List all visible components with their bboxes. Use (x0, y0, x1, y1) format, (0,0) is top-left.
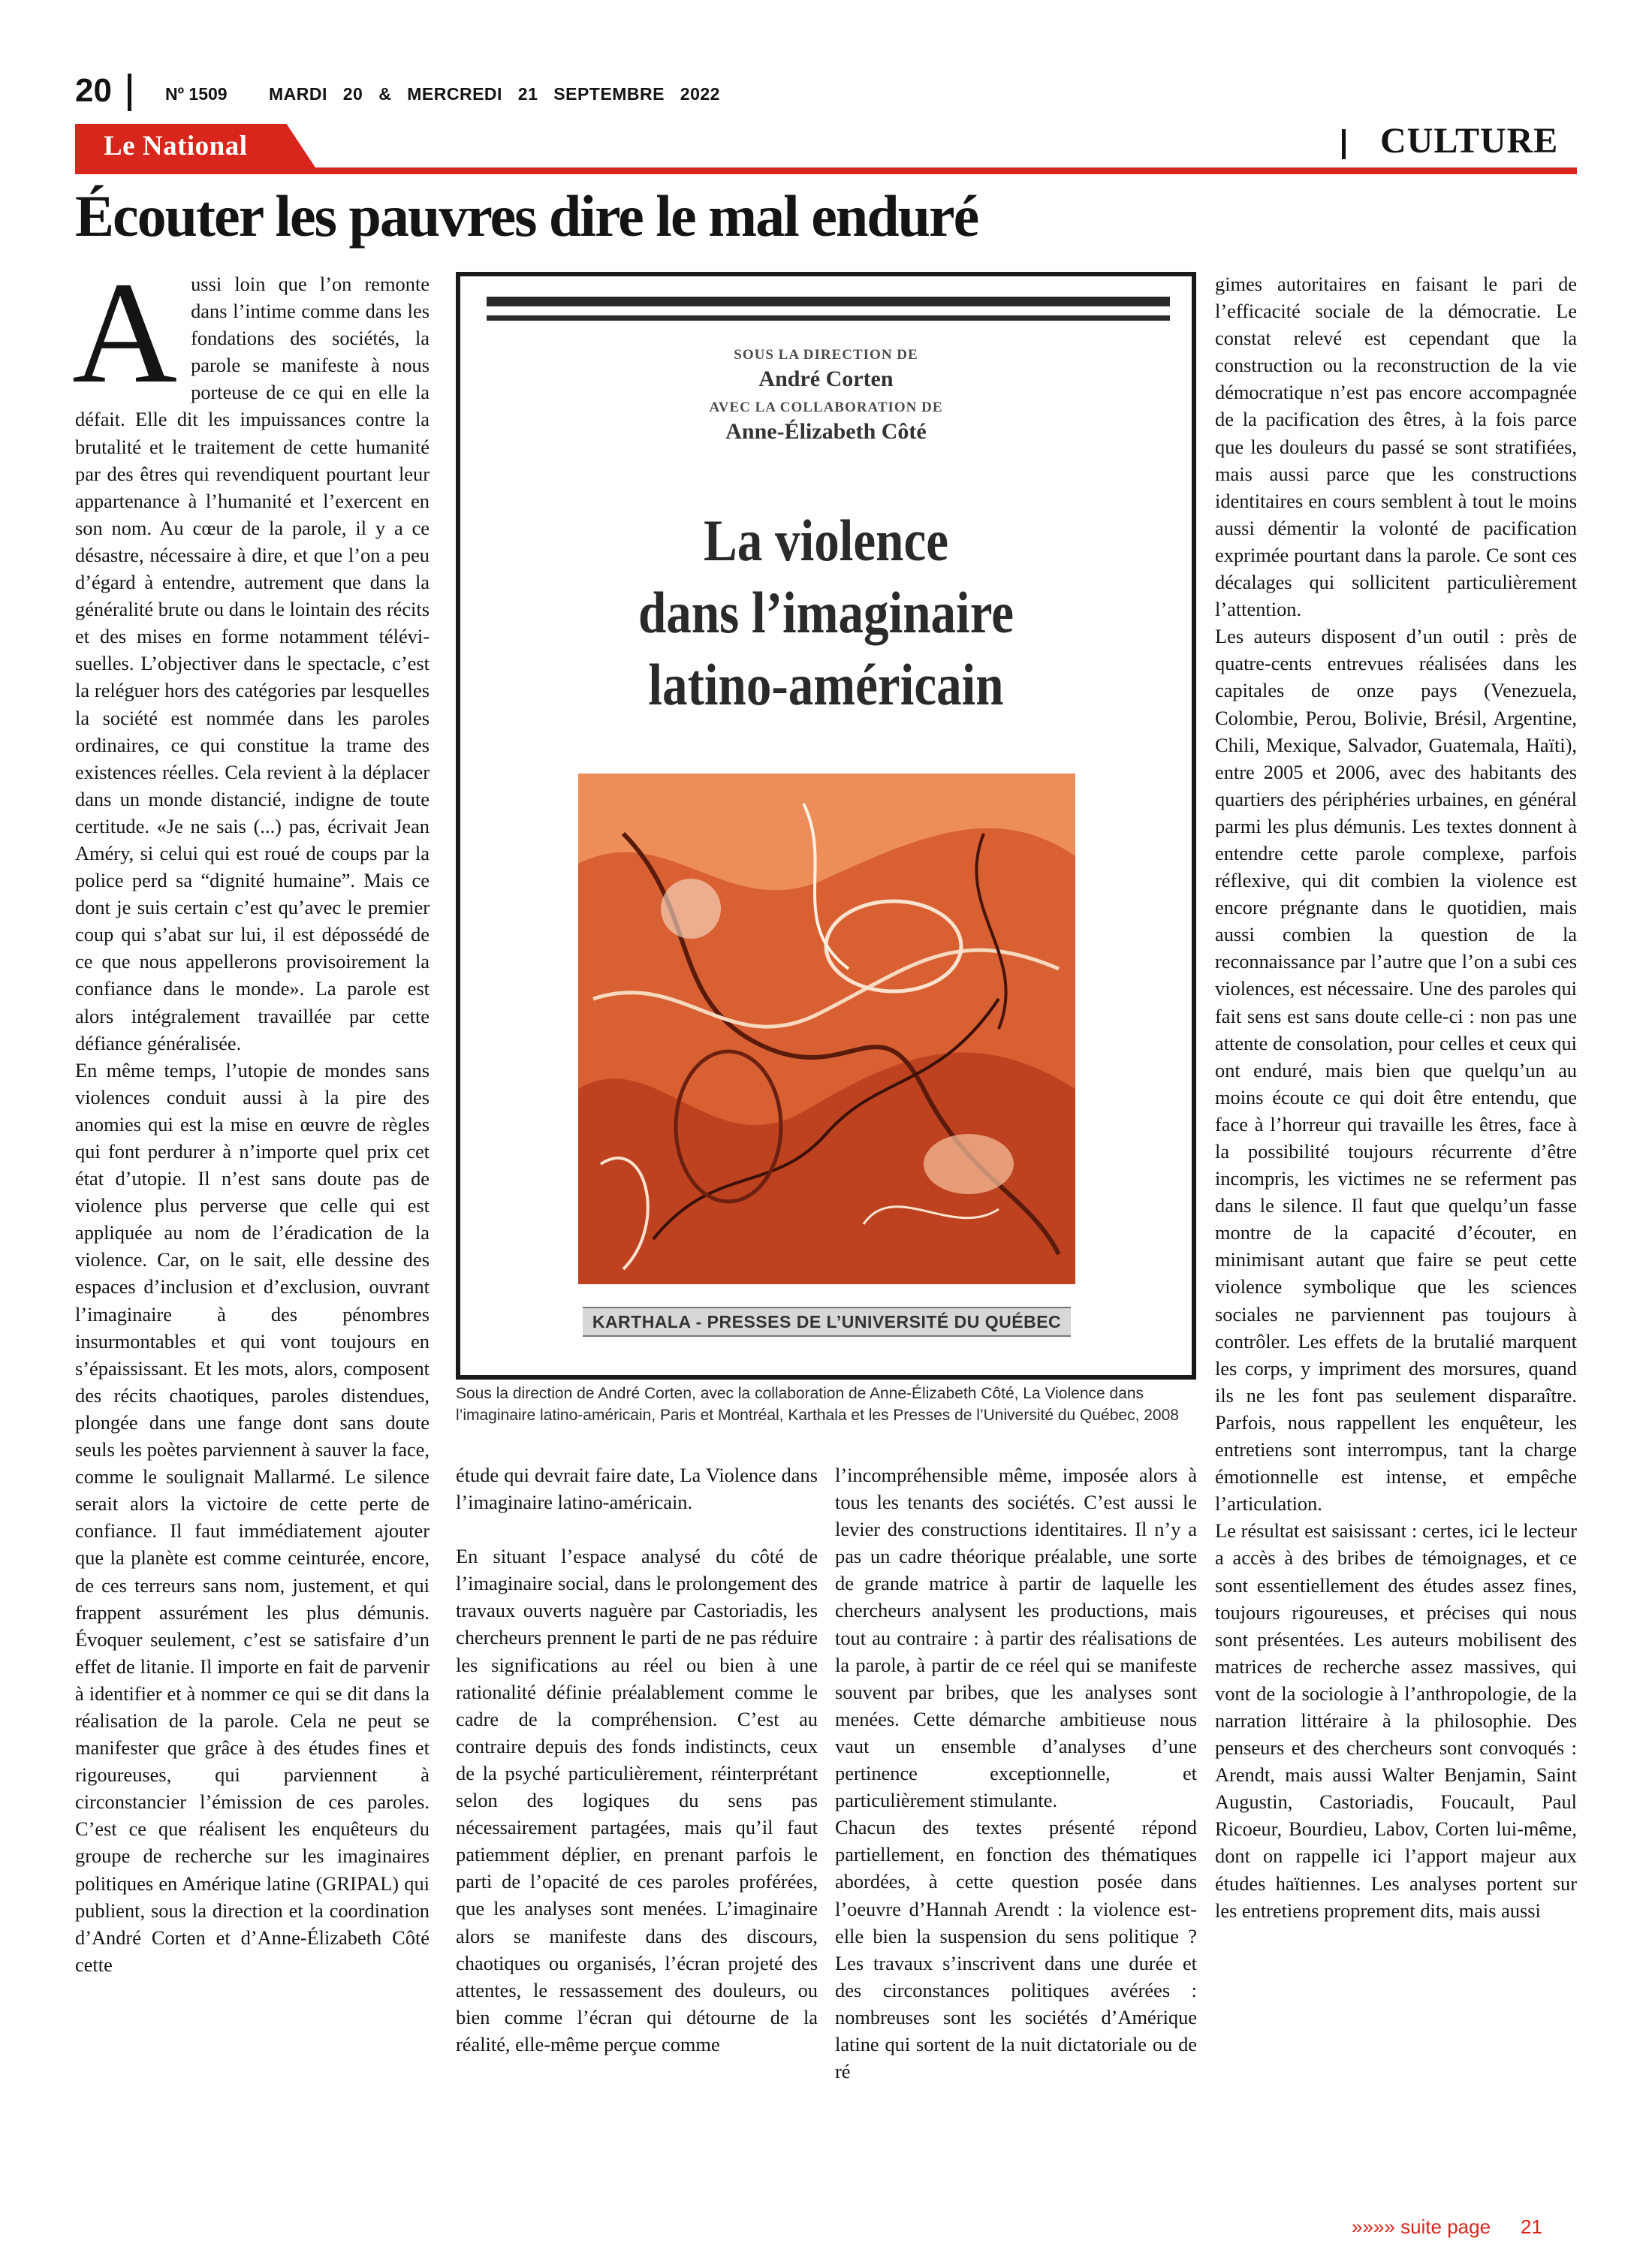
paragraph: En situant l’espace analysé du côté de l’imaginaire social, dans le prolongement des travaux ouverts naguère par Castoriadis, les chercheurs prennent le parti de ne pas réduire les significations au réel ou bien à une rationalité définie préalablement comme le cadre de la compréhension. C’est au contraire depuis des fonds indistincts, ceux de la psyché particulièrement, réinterprétant selon des logiques du sens pas nécessairement partagées, mais qu’il faut patiemment déplier, en prenant parfois le parti de l’opacité de ces paroles proférées, que les analyses sont menées. L’imaginaire alors se manifeste dans des discours, chaotiques ou organisés, l’écran projeté des attentes, le ressassement des douleurs, ou bien comme l’écran qui détourne de la réalité, elle-même perçue comme (456, 1545, 818, 2055)
continued-page-number: 21 (1521, 2215, 1542, 2238)
article-column-4 (1215, 270, 1577, 1924)
continued-on-page (1352, 2215, 1542, 2239)
abstract-painting-icon (578, 774, 1075, 1284)
cover-collab-label: AVEC LA COLLABORATION DE (709, 400, 943, 415)
cover-title-line: La violence (703, 508, 949, 573)
paragraph: En même temps, l’utopie de mondes sans violences conduit aussi à la pire des anomies qui est la mise en œuvre de règles qui font perdurer à n’importe quel prix cet état d’utopie. Il n’est sans doute pas de violence plus perverse que celle qui est appliquée au nom de l’éradication de la violence. Car, on le sait, elle dessine des espaces d’inclusion et d’exclusion, ouvrant l’imaginaire à des pénombres insurmontables et qui vont toujours en s’épaississant. Et les mots, alors, composent des récits chaotiques, paroles distendues, plongée dans une fange dont sans doute seuls les poètes parviennent à sauver la face, comme le soulignait Mallarmé. Le silence serait alors la victoire de cette perte de confiance. Il faut immédiatement ajouter que la planète est comme ceinturée, encore, de ces terreurs sans nom, justement, et qui frappent assurément les plus démunis. Évoquer seulement, c’est se satisfaire d’un effet de litanie. Il importe en fait de parvenir à identifier et à nommer ce qui se dit dans la réalisation de la parole. Cela ne peut se manifester que grâce à des études fines et rigoureuses, qui parviennent à circonstancier l’émission de ces paroles. C’est ce que réalisent les enquêteurs du groupe de recherche sur les imaginaires politiques en Amérique latine (GRIPAL) qui publient, sous la direction et la coordination d’André Corten et d’Anne-Élizabeth Côté cette (75, 1058, 430, 1976)
cover-editor: André Corten (758, 366, 894, 391)
issue-number: Nº 1509 (165, 84, 228, 104)
header-divider (128, 74, 131, 111)
cover-direction-label: SOUS LA DIRECTION DE (734, 347, 918, 363)
issue-date: MARDI 20 & MERCREDI 21 SEPTEMBRE 2022 (269, 84, 720, 104)
article-column-2 (456, 1461, 818, 2058)
cover-collaborator: Anne-Élizabeth Côté (725, 419, 927, 444)
article-column-1 (72, 252, 430, 1978)
paragraph: Les auteurs disposent d’un outil : près de quatre-cents entrevues réalisées dans les capitales de onze pays (Venezuela, Colombie, Perou, Bolivie, Brésil, Argentine, Chili, Mexique, Salvador, Guatemala, Haïti), entre 2005 et 2006, avec des habitants des quartiers des périphéries urbaines, en général parmi les plus démunis. Les textes donnent à entendre cette parole complexe, parfois réflexive, qui dit combien la violence est encore prégnante dans le quotidien, mais aussi combien la question de la reconnaissance par l’autre que l’on a subi ces violences, est nécessaire. Une des paroles qui fait sens est sans doute celle-ci : non pas une attente de consolation, pour celles et ceux qui ont enduré, mais bien que quelqu’un au moins écoute ce qui doit être entendu, que face à l’horreur qui travaille les êtres, face à la possibilité toujours récurrente d’être incompris, les victimes ne se referment pas dans le silence. Il faut que quelqu’un fasse montre de la capacité d’écouter, en minimisant autant que faire se peut cette violence symbolique que les sciences sociales ne parviennent pas toujours à contrôler. Les effets de la brutalié marquent les corps, y impriment des morsures, quand ils ne les font pas seulement disparaître. Parfois, nous rappellent les enquêteur, les entretiens sont interrompus, tant la charge émotionnelle est intense, et empêche l’articulation. (1215, 625, 1577, 1516)
paragraph (72, 252, 430, 1057)
cover-publisher: KARTHALA - PRESSES DE L’UNIVERSITÉ DU QUÉBEC (592, 1312, 1062, 1332)
brand-name: Le National (104, 131, 248, 161)
paragraph: Chacun des textes présenté répond partiellement, en fonction des thématiques abordées, à cette question posée dans l’oeuvre d’Hannah Arendt : la violence est-elle bien la suspension du sens politique ? Les travaux s’inscrivent dans une durée et des circonstances politiques avérées : nombreuses sont les sociétés d’Amérique latine qui sortent de la nuit dictatoriale ou de ré (835, 1816, 1197, 2083)
rubric-divider (1342, 129, 1346, 159)
paragraph-text: ussi loin que l’on remonte dans l’intime comme dans les fondations des sociétés, la parole se manifeste à nous porteuse de ce qui en elle la défait. Elle dit les impuissances contre la brutalité et le traitement de cette humanité par des êtres qui revendiquent pourtant leur appartenance à l’humanité et l’exercent en son nom. Au cœur de la parole, il y a ce désastre, nécessaire à dire, et que l’on a peu d’égard à entendre, autrement que dans la généralité brute ou dans le lointain des récits et des mises en forme notamment télévisuelles. L’objectiver dans le spectacle, c’est la reléguer hors des catégories par lesquelles la société est nommée dans les paroles ordinaires, ce qui constitue la trame des existences réelles. Cela revient à la déplacer dans un monde distancié, indigne de toute certitude. «Je ne sais (...) pas, écrivait Jean Améry, si celui qui est roué de coups par la police perd sa “dignité humaine”. Mais ce dont je suis certain c’est qu’avec le premier coup qui s’abat sur lui, il est dépossédé de ce que nous appellerons provisoirement la confiance dans le monde». La parole est alors intégralement travaillée par cette défiance généralisée. (75, 273, 430, 1054)
continued-label: »»»» suite page (1352, 2215, 1491, 2238)
cover-title-line: dans l’imaginaire (638, 580, 1014, 645)
article-column-3 (835, 1461, 1197, 2085)
cover-rule-thin (487, 315, 1170, 321)
paragraph: l’incompréhensible même, imposée alors à tous les tenants des sociétés. C’est aussi le levier des constructions identitaires. Il n’y a pas un cadre théorique préalable, une sorte de grande matrice à partir de laquelle les chercheurs analysent les productions, mais tout au contraire : à partir des réalisations de la parole, à partir de ce réel qui se manifeste souvent par bribes, que les analyses sont menées. Cette démarche ambitieuse nous vaut un ensemble d’analyses d’une pertinence exceptionnelle, et particulièrement stimulante. (835, 1464, 1197, 1812)
section-rubric: CULTURE (1380, 121, 1559, 161)
cover-rule-thick (487, 297, 1170, 306)
drop-cap: A (72, 252, 178, 413)
article-headline: Écouter les pauvres dire le mal enduré (75, 183, 978, 249)
cover-title-line: latino-américain (648, 652, 1004, 717)
header-rule (75, 167, 1577, 174)
cover-title (508, 505, 1144, 721)
paragraph: Le résultat est saisissant : certes, ici le lecteur a accès à des bribes de témoignages, et ce sont essentiellement des études assez fines, toujours rigoureuses, et précises qui nous sont présentées. Les auteurs mobilisent des matrices de recherche assez massives, qui vont de la sociologie à l’anthropologie, de la narration littéraire à la philosophie. Des penseurs et des chercheurs sont convoqués : Arendt, mais aussi Walter Benjamin, Saint Augustin, Castoriadis, Foucault, Paul Ricoeur, Bourdieu, Labov, Corten lui-même, dont on rappelle ici l’apport majeur aux études haïtiennes. Les analyses portent sur les entretiens proprement dits, mais aussi (1215, 1519, 1577, 1922)
paragraph: étude qui devrait faire date, La Violence dans l’imaginaire latino-américain. (456, 1464, 818, 1514)
image-caption: Sous la direction de André Corten, avec la collaboration de Anne-Élizabeth Côté, La Violence dans l’imaginaire latino-américain, Paris et Montréal, Karthala et les Presses de l’Université du Québec, 2008 (456, 1385, 1179, 1424)
cover-artwork (578, 774, 1075, 1284)
paragraph: gimes autoritaires en faisant le pari de l’efficacité sociale de la démocratie. Le constat relevé est cependant que la construction ou la reconstruction de la vie démocratique n’est pas encore accompagnée de la pacification des êtres, à la fois parce que les douleurs du passé se sont stratifiées, mais aussi parce que les constructions identitaires en cours semblent à tout le moins aussi démentir la volonté de pacification exprimée pourtant dans la parole. Ce sont ces décalages qui sollicitent particulièrement l’attention. (1215, 273, 1577, 621)
page-number: 20 (75, 72, 112, 109)
